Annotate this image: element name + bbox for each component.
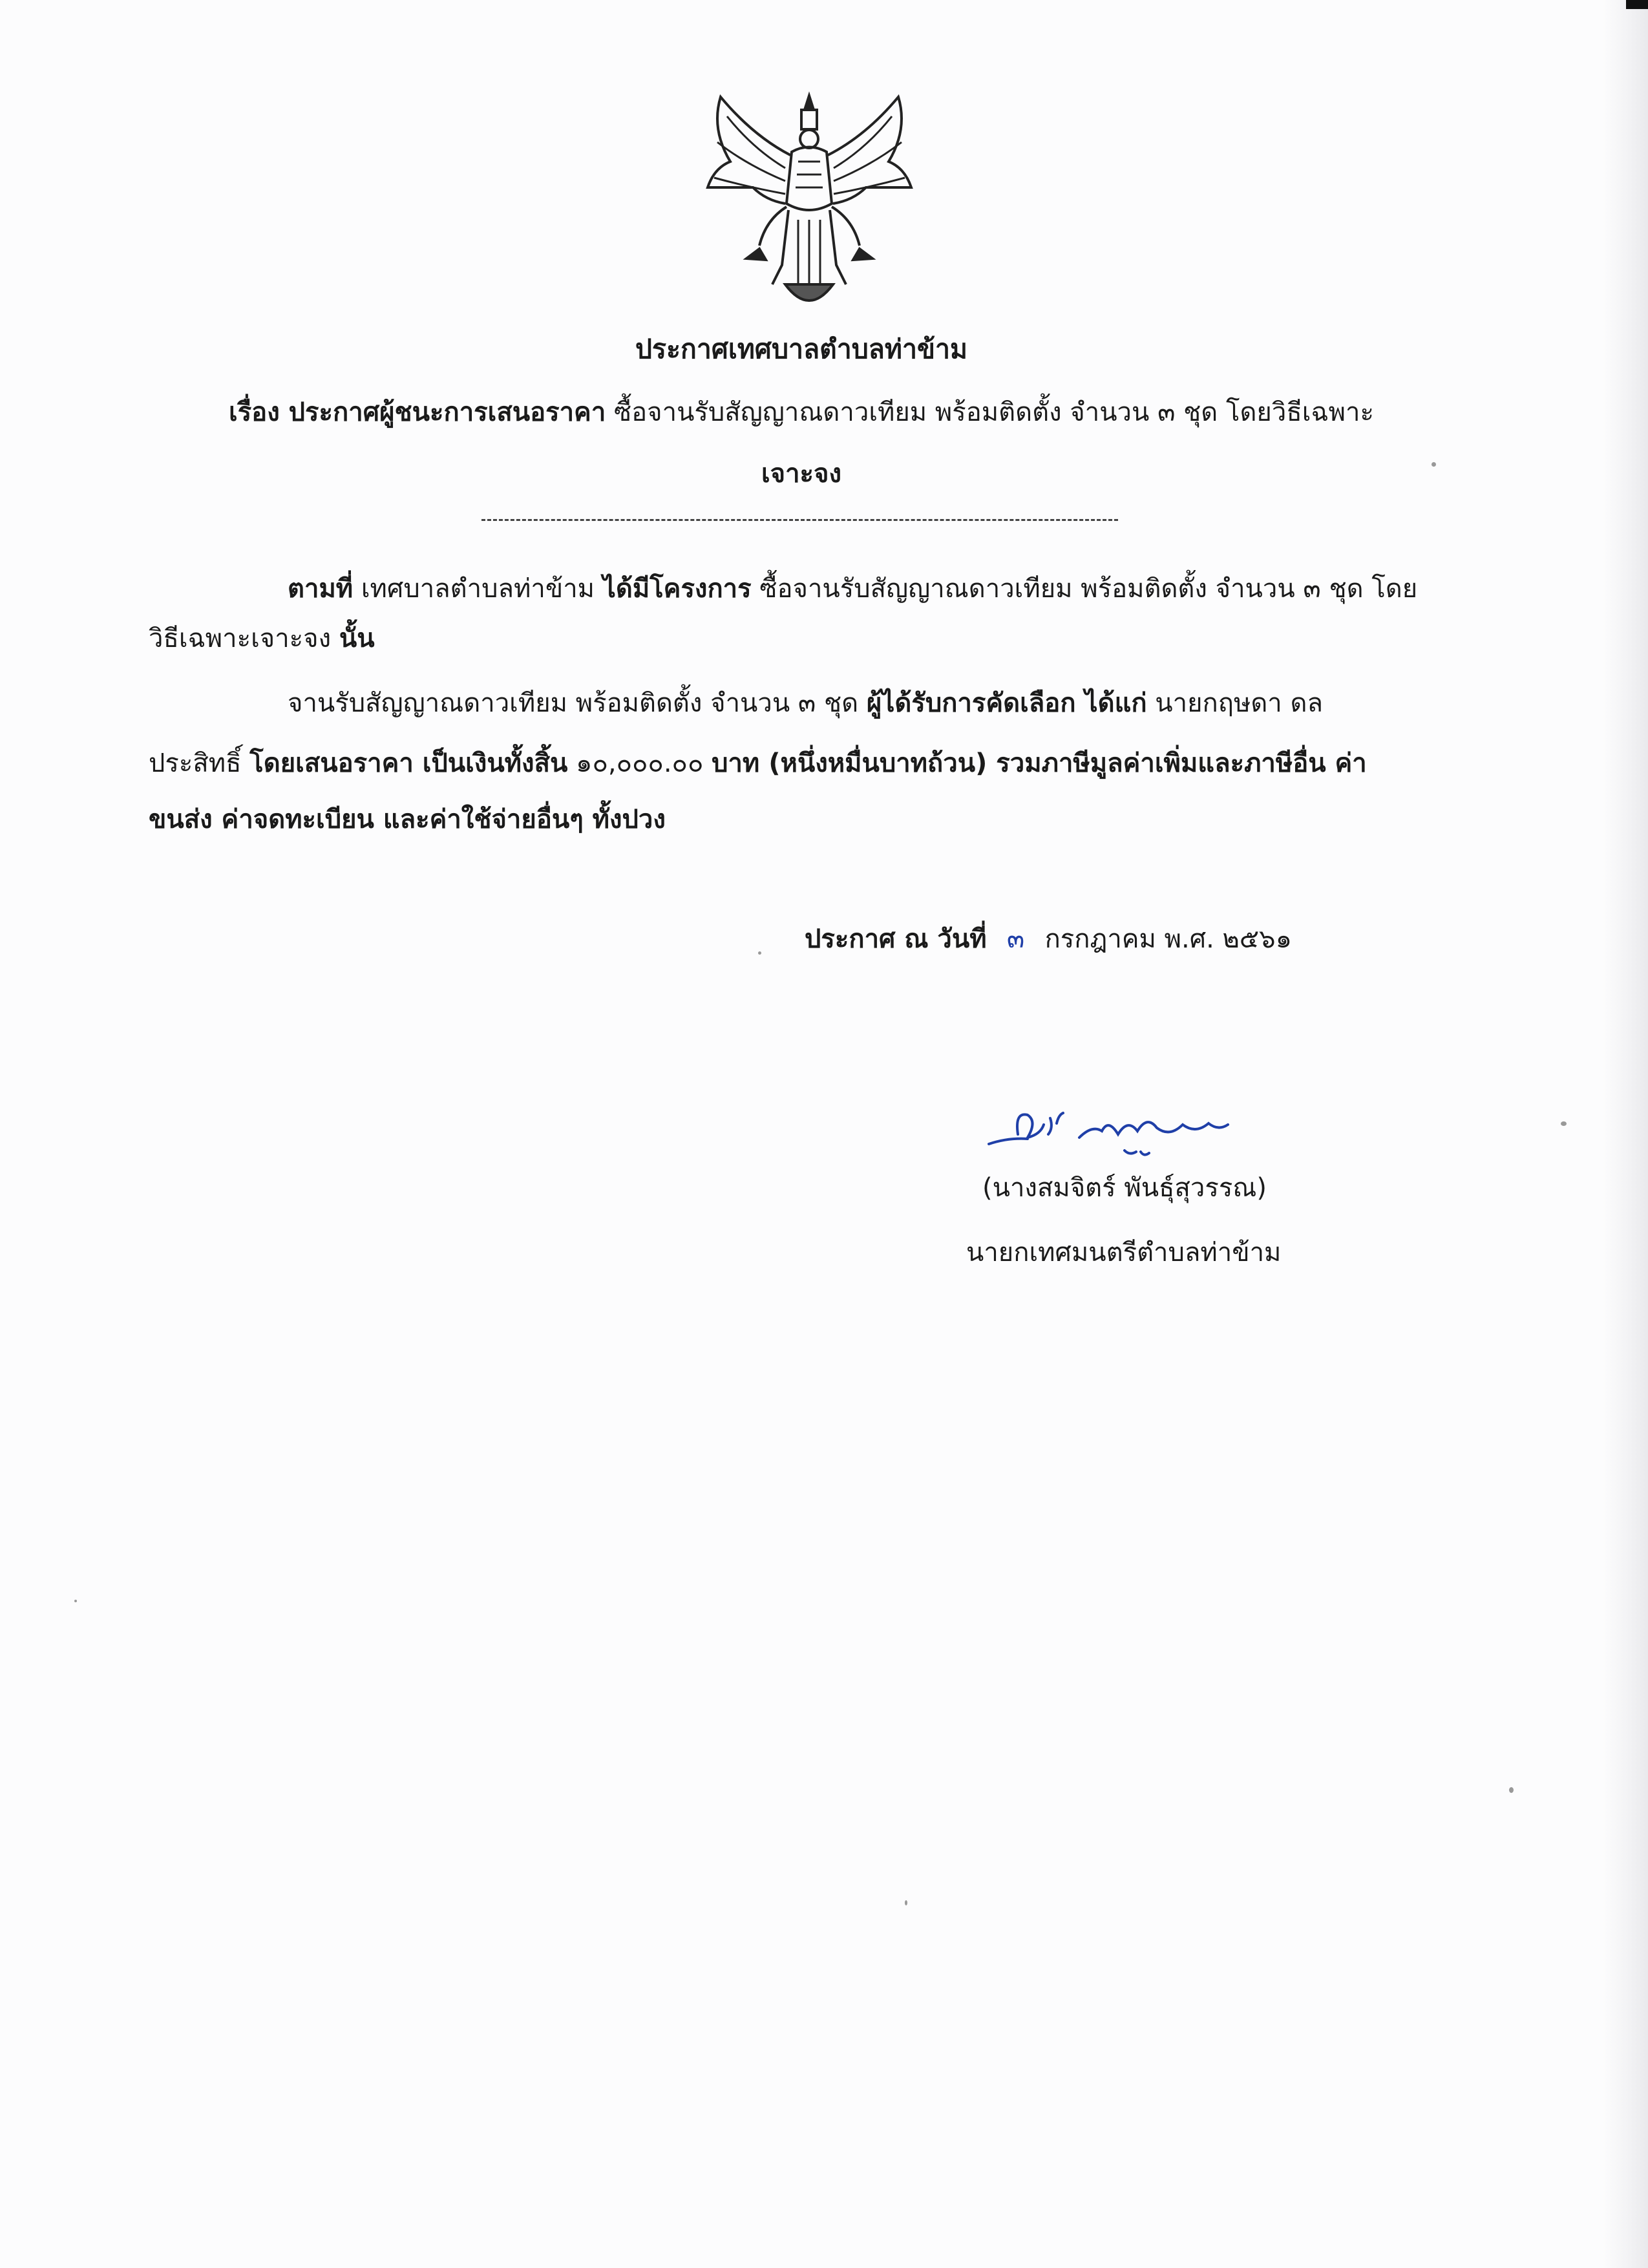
announcement-subject-continuation: เจาะจง: [761, 459, 842, 489]
p2-winner-cont: ประสิทธิ์: [149, 748, 250, 778]
announcement-title: ประกาศเทศบาลตำบลท่าข้าม: [635, 334, 968, 365]
p2-winner-label: ผู้ได้รับการคัดเลือก ได้แก่: [866, 688, 1147, 718]
paragraph-1-line-2: [149, 617, 375, 659]
p1-project-label: ได้มีโครงการ: [602, 574, 752, 604]
p1-lead: ตามที่: [288, 574, 354, 604]
scan-edge-shadow: [1603, 0, 1648, 2268]
p2-price-label: โดยเสนอราคา เป็นเงินทั้งสิ้น: [249, 748, 568, 778]
subject-label: เรื่อง ประกาศผู้ชนะการเสนอราคา: [229, 397, 606, 427]
scan-corner-mark: [1626, 0, 1648, 9]
date-day: ๓: [1006, 924, 1025, 954]
paragraph-2-line-3: [149, 798, 666, 840]
garuda-emblem-icon: [695, 90, 924, 323]
scan-speck: [905, 1900, 907, 1905]
title-divider: [481, 519, 1118, 521]
p2-item: จานรับสัญญาณดาวเทียม พร้อมติดตั้ง จำนวน ๓ ชุด: [288, 688, 867, 718]
announcement-date: [805, 918, 1292, 959]
paragraph-1-line-1: [288, 567, 1417, 609]
p2-costs: ขนส่ง ค่าจดทะเบียน และค่าใช้จ่ายอื่นๆ ทั้งปวง: [149, 805, 666, 834]
announcement-subject: [0, 391, 1603, 432]
scan-speck: [1561, 1121, 1567, 1126]
date-month-year: กรกฎาคม พ.ศ. ๒๕๖๑: [1044, 924, 1292, 954]
p2-amount: ๑๐,๐๐๐.๐๐: [567, 748, 712, 778]
p1-project: ซื้อจานรับสัญญาณดาวเทียม พร้อมติดตั้ง จำนวน ๓ ชุด โดย: [751, 574, 1418, 604]
subject-text: ซื้อจานรับสัญญาณดาวเทียม พร้อมติดตั้ง จำนวน ๓ ชุด โดยวิธีเฉพาะ: [606, 397, 1374, 427]
scan-speck: [74, 1600, 77, 1602]
signatory-position: นายกเทศมนตรีตำบลท่าข้าม: [966, 1238, 1282, 1267]
p1-end: นั้น: [339, 624, 375, 653]
scan-speck: [1431, 462, 1436, 467]
date-label: ประกาศ ณ วันที่: [805, 924, 987, 954]
handwritten-signature: [982, 1099, 1254, 1163]
scan-speck: [1509, 1787, 1514, 1793]
scan-speck: [758, 951, 761, 955]
p1-method: วิธีเฉพาะเจาะจง: [149, 624, 339, 653]
paragraph-2-line-2: [149, 742, 1367, 783]
p2-amount-words: บาท (หนึ่งหมื่นบาทถ้วน) รวมภาษีมูลค่าเพิ่มและภาษีอื่น ค่า: [712, 748, 1367, 778]
paragraph-2-line-1: [288, 682, 1323, 723]
p2-winner: นายกฤษดา ดล: [1146, 688, 1323, 718]
p1-org: เทศบาลตำบลท่าข้าม: [353, 574, 603, 604]
signatory-name: (นางสมจิตร์ พันธุ์สุวรรณ): [982, 1173, 1267, 1203]
